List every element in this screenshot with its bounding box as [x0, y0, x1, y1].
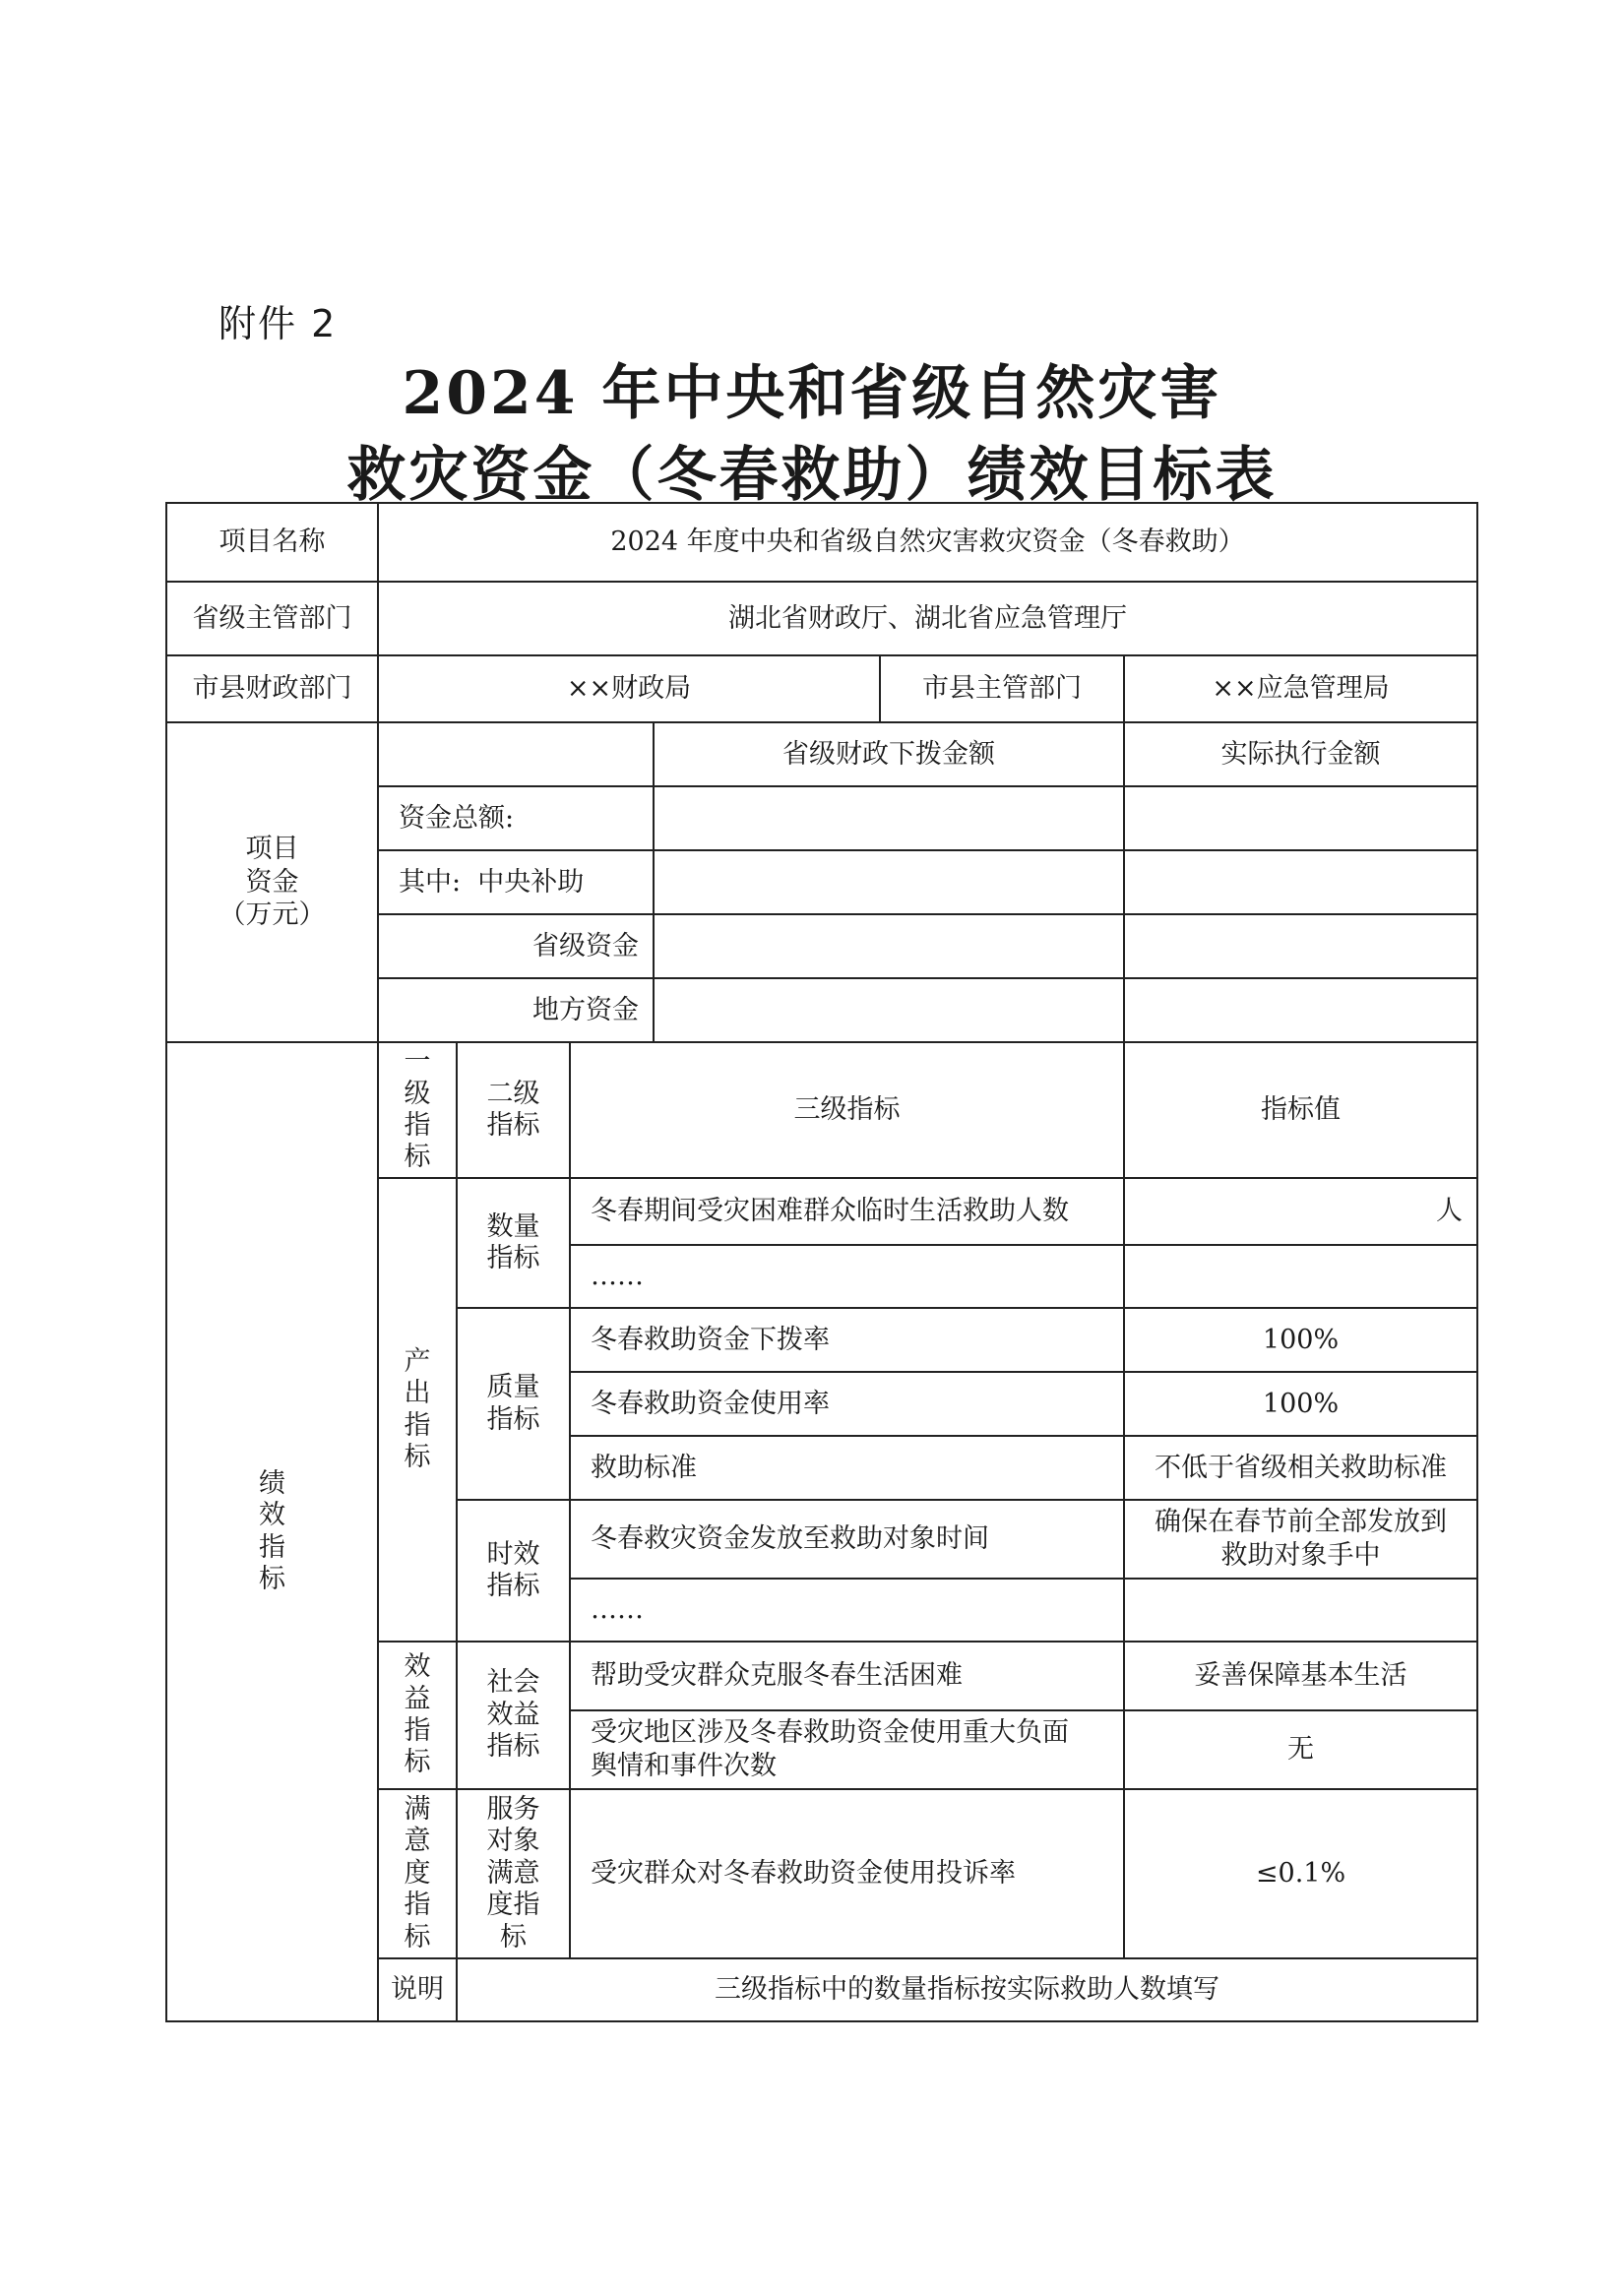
- timeliness-item-1: 冬春救灾资金发放至救助对象时间: [570, 1500, 1124, 1579]
- project-name-value: 2024 年度中央和省级自然灾害救灾资金（冬春救助）: [378, 503, 1477, 582]
- quality-item-2-value: 100%: [1124, 1372, 1477, 1436]
- funds-local-actual: [1124, 978, 1477, 1042]
- attachment-label: 附件 2: [219, 302, 338, 345]
- col-level3-header: 三级指标: [570, 1042, 1124, 1178]
- funds-provincial-actual: [1124, 914, 1477, 978]
- funds-local-allocated: [654, 978, 1124, 1042]
- timeliness-indicator-label: 时效 指标: [457, 1500, 570, 1642]
- funds-local-label: 地方资金: [378, 978, 654, 1042]
- quantity-item-2-value: [1124, 1245, 1477, 1308]
- social-item-2-value: 无: [1124, 1710, 1477, 1789]
- satisfaction-item-1: 受灾群众对冬春救助资金使用投诉率: [570, 1789, 1124, 1958]
- funds-total-actual: [1124, 786, 1477, 850]
- table-row: [166, 503, 1477, 582]
- quality-item-2: 冬春救助资金使用率: [570, 1372, 1124, 1436]
- funds-total-allocated: [654, 786, 1124, 850]
- quantity-item-1: 冬春期间受灾困难群众临时生活救助人数: [570, 1178, 1124, 1245]
- funds-central-allocated: [654, 850, 1124, 914]
- funds-central-actual: [1124, 850, 1477, 914]
- note-label: 说明: [378, 1958, 457, 2021]
- timeliness-item-2-value: [1124, 1579, 1477, 1642]
- performance-target-table: [165, 502, 1478, 2022]
- provincial-dept-value: 湖北省财政厅、湖北省应急管理厅: [378, 582, 1477, 655]
- project-name-label: 项目名称: [166, 503, 378, 582]
- city-finance-value: ××财政局: [378, 655, 880, 722]
- funds-header-blank: [378, 722, 654, 786]
- performance-label: 绩 效 指 标: [166, 1042, 378, 2021]
- funds-label: 项目 资金 （万元）: [166, 722, 378, 1042]
- col-level1-header: 一 级 指 标: [378, 1042, 457, 1178]
- funds-provincial-label: 省级资金: [378, 914, 654, 978]
- col-level2-header: 二级 指标: [457, 1042, 570, 1178]
- social-item-2: 受灾地区涉及冬春救助资金使用重大负面 舆情和事件次数: [570, 1710, 1124, 1789]
- social-item-1-value: 妥善保障基本生活: [1124, 1642, 1477, 1710]
- social-item-1: 帮助受灾群众克服冬春生活困难: [570, 1642, 1124, 1710]
- quantity-indicator-label: 数量 指标: [457, 1178, 570, 1308]
- quality-item-1-value: 100%: [1124, 1308, 1477, 1372]
- quality-item-3-value: 不低于省级相关救助标准: [1124, 1436, 1477, 1500]
- city-dept-label: 市县主管部门: [880, 655, 1124, 722]
- city-dept-value: ××应急管理局: [1124, 655, 1477, 722]
- output-indicator-label: 产 出 指 标: [378, 1178, 457, 1642]
- provincial-dept-label: 省级主管部门: [166, 582, 378, 655]
- document-title-line2: 救灾资金（冬春救助）绩效目标表: [346, 441, 1278, 510]
- table-row: [166, 1042, 1477, 1178]
- service-satisfaction-label: 服务 对象 满意 度指 标: [457, 1789, 570, 1958]
- city-finance-label: 市县财政部门: [166, 655, 378, 722]
- timeliness-item-1-value: 确保在春节前全部发放到 救助对象手中: [1124, 1500, 1477, 1579]
- table-row: [166, 582, 1477, 655]
- funds-provincial-allocated: [654, 914, 1124, 978]
- col-allocated-header: 省级财政下拨金额: [654, 722, 1124, 786]
- funds-total-label: 资金总额:: [378, 786, 654, 850]
- quantity-item-1-value: 人: [1124, 1178, 1477, 1245]
- funds-central-label: 其中: 中央补助: [378, 850, 654, 914]
- table-row: [166, 655, 1477, 722]
- satisfaction-item-1-value: ≤0.1%: [1124, 1789, 1477, 1958]
- col-value-header: 指标值: [1124, 1042, 1477, 1178]
- benefit-indicator-label: 效 益 指 标: [378, 1642, 457, 1789]
- quality-indicator-label: 质量 指标: [457, 1308, 570, 1500]
- quantity-item-2: ……: [570, 1245, 1124, 1308]
- quality-item-3: 救助标准: [570, 1436, 1124, 1500]
- quality-item-1: 冬春救助资金下拨率: [570, 1308, 1124, 1372]
- satisfaction-indicator-label: 满 意 度 指 标: [378, 1789, 457, 1958]
- table-row: [166, 722, 1477, 786]
- col-actual-header: 实际执行金额: [1124, 722, 1477, 786]
- note-value: 三级指标中的数量指标按实际救助人数填写: [457, 1958, 1477, 2021]
- timeliness-item-2: ……: [570, 1579, 1124, 1642]
- social-benefit-label: 社会 效益 指标: [457, 1642, 570, 1789]
- document-title-line1: 2024 年中央和省级自然灾害: [402, 359, 1222, 428]
